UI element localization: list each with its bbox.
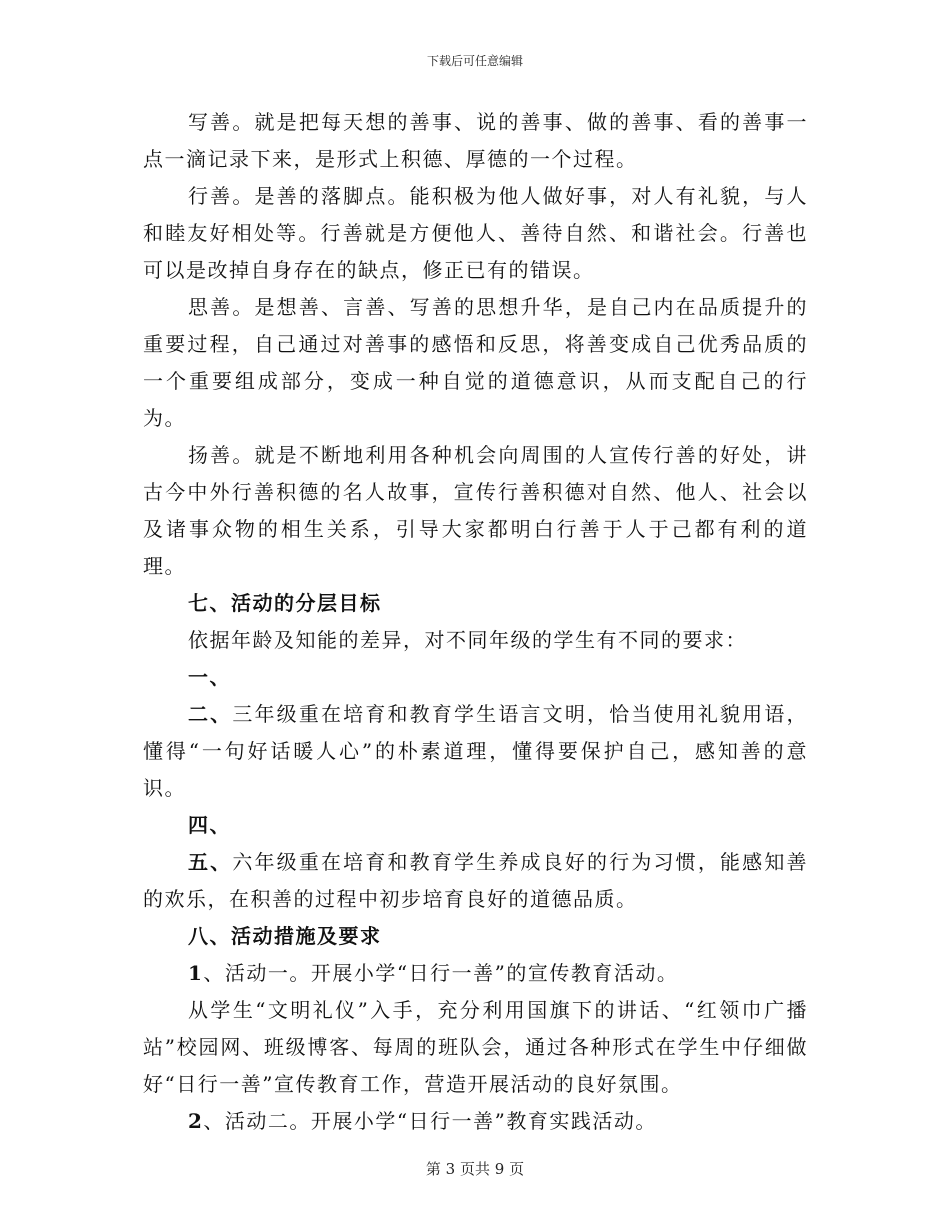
section-8-heading: 八、活动措施及要求 xyxy=(188,924,382,948)
section-7-item-5 xyxy=(143,844,808,918)
section-7-item-1: 一、 xyxy=(188,665,231,689)
paragraph-think-good: 思善。是想善、言善、写善的思想升华，是自己内在品质提升的重要过程，自己通过对善事的感悟和反思，将善变成自己优秀品质的一个重要组成部分，变成一种自觉的道德意识，从而支配自己的行为。 xyxy=(143,295,808,430)
paragraph-promote-good: 扬善。就是不断地利用各种机会向周围的人宣传行善的好处，讲古今中外行善积德的名人故事，宣传行善积德对自然、他人、社会以及诸事众物的相生关系，引导大家都明白行善于人于己都有利的道理。 xyxy=(143,443,808,578)
item-text: 六年级重在培育和教育学生养成良好的行为习惯，能感知善的欢乐，在积善的过程中初步培育良好的道德品质。 xyxy=(143,850,809,911)
item-text: 、活动二。开展小学“日行一善”教育实践活动。 xyxy=(203,1109,657,1133)
page-footer: 第 3 页共 9 页 xyxy=(425,1160,525,1178)
item-text: 三年级重在培育和教育学生语言文明，恰当使用礼貌用语，懂得“一句好话暖人心”的朴素道理，懂得要保护自己，感知善的意识。 xyxy=(143,702,809,800)
activity-2-title xyxy=(143,1103,808,1140)
section-7-item-4: 四、 xyxy=(188,813,231,837)
activity-1-body: 从学生“文明礼仪”入手，充分利用国旗下的讲话、“红领巾广播站”校园网、班级博客、每周的班队会，通过各种形式在学生中仔细做好“日行一善”宣传教育工作，营造开展活动的良好氛围。 xyxy=(143,998,808,1096)
activity-1-title xyxy=(143,955,808,992)
paragraph-write-good: 写善。就是把每天想的善事、说的善事、做的善事、看的善事一点一滴记录下来，是形式上积德、厚德的一个过程。 xyxy=(143,110,808,171)
item-text: 、活动一。开展小学“日行一善”的宣传教育活动。 xyxy=(203,961,679,985)
section-7-item-2 xyxy=(143,696,808,807)
item-number: 五、 xyxy=(188,850,233,874)
item-number: 2 xyxy=(188,1109,204,1133)
item-number: 二、 xyxy=(188,702,233,726)
section-7-heading: 七、活动的分层目标 xyxy=(188,591,382,615)
page-header: 下载后可任意编辑 xyxy=(426,54,523,68)
section-7-intro: 依据年龄及知能的差异，对不同年级的学生有不同的要求： xyxy=(188,628,747,652)
document-body xyxy=(143,104,808,1140)
paragraph-do-good: 行善。是善的落脚点。能积极为他人做好事，对人有礼貌，与人和睦友好相处等。行善就是方便他人、善待自然、和谐社会。行善也可以是改掉自身存在的缺点，修正已有的错误。 xyxy=(143,184,808,282)
item-number: 1 xyxy=(188,961,204,985)
